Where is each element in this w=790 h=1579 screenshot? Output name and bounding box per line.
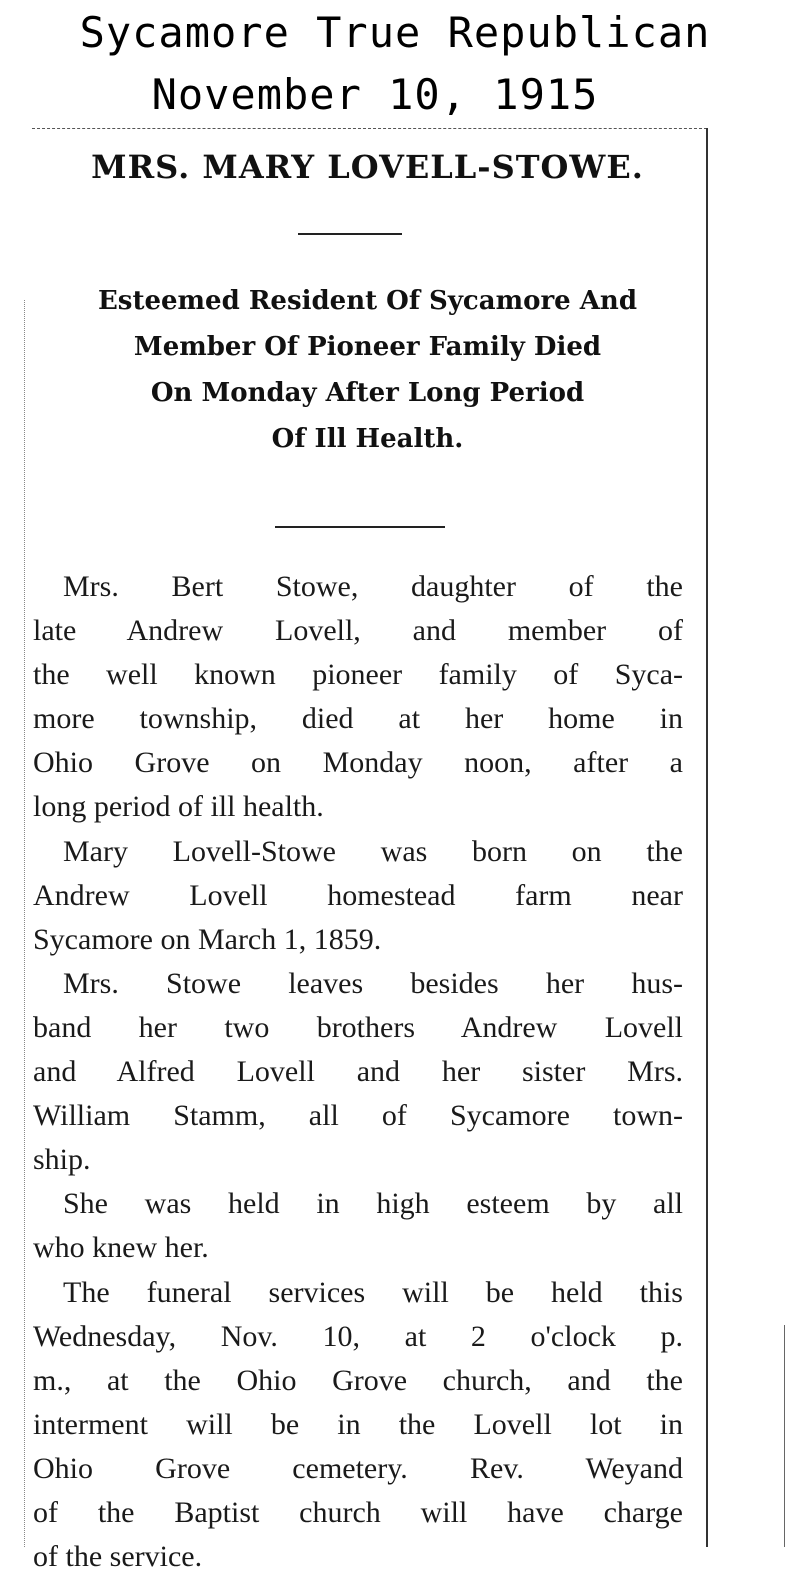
text-line: Mrs. Stowe leaves besides her hus-: [33, 962, 683, 1006]
text-line: Ohio Grove cemetery. Rev. Weyand: [33, 1447, 683, 1491]
subheadline-line: Member Of Pioneer Family Died: [30, 324, 705, 370]
text-line: interment will be in the Lovell lot in: [33, 1403, 683, 1447]
text-line: She was held in high esteem by all: [33, 1182, 683, 1226]
text-line: long period of ill health.: [33, 785, 683, 829]
text-line: Mary Lovell-Stowe was born on the: [33, 830, 683, 874]
column-rule: [706, 128, 708, 1547]
subheadline-divider: [275, 526, 445, 528]
article-body: [33, 565, 683, 1579]
headline-divider: [298, 233, 402, 235]
subheadline-line: On Monday After Long Period: [30, 370, 705, 416]
subheadline-line: Esteemed Resident Of Sycamore And: [30, 278, 705, 324]
subheadline-line: Of Ill Health.: [30, 416, 705, 462]
text-line: The funeral services will be held this: [33, 1271, 683, 1315]
paragraph-2: [33, 830, 683, 962]
text-line: band her two brothers Andrew Lovell: [33, 1006, 683, 1050]
article-subheadline: [30, 278, 705, 462]
text-line: late Andrew Lovell, and member of: [33, 609, 683, 653]
paragraph-4: [33, 1182, 683, 1270]
paragraph-1: [33, 565, 683, 830]
top-divider: [32, 128, 707, 129]
text-line: ship.: [33, 1138, 683, 1182]
text-line: William Stamm, all of Sycamore town-: [33, 1094, 683, 1138]
article-headline: MRS. MARY LOVELL-STOWE.: [30, 148, 705, 186]
paragraph-5: [33, 1271, 683, 1579]
text-line: and Alfred Lovell and her sister Mrs.: [33, 1050, 683, 1094]
text-line: Sycamore on March 1, 1859.: [33, 918, 683, 962]
publication-name: Sycamore True Republican: [0, 8, 790, 57]
left-edge-margin: [24, 300, 25, 1547]
text-line: Wednesday, Nov. 10, at 2 o'clock p.: [33, 1315, 683, 1359]
text-line: of the service.: [33, 1535, 683, 1579]
text-line: m., at the Ohio Grove church, and the: [33, 1359, 683, 1403]
text-line: Mrs. Bert Stowe, daughter of the: [33, 565, 683, 609]
publication-date: November 10, 1915: [0, 70, 770, 119]
text-line: of the Baptist church will have charge: [33, 1491, 683, 1535]
text-line: Ohio Grove on Monday noon, after a: [33, 741, 683, 785]
text-line: Andrew Lovell homestead farm near: [33, 874, 683, 918]
paragraph-3: [33, 962, 683, 1182]
text-line: more township, died at her home in: [33, 697, 683, 741]
adjacent-column-rule: [784, 1325, 785, 1547]
text-line: who knew her.: [33, 1226, 683, 1270]
text-line: the well known pioneer family of Syca-: [33, 653, 683, 697]
